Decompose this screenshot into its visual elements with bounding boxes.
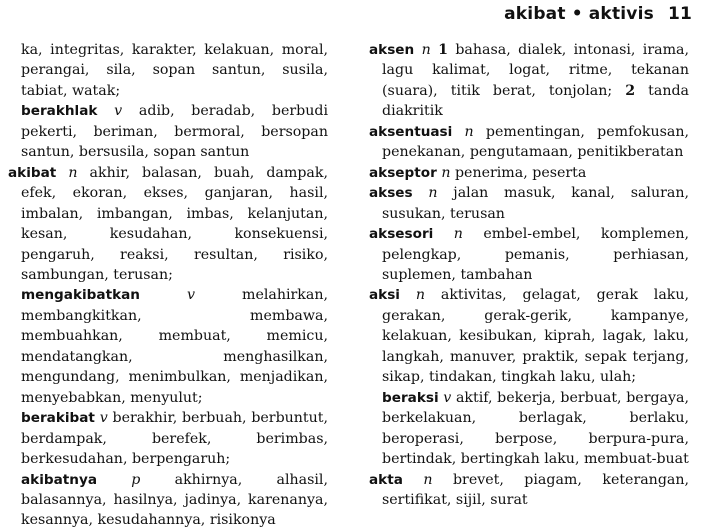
entry-text: pementingan, pemfokusan, penekanan, pengutamaan, penitikberatan bbox=[382, 123, 689, 161]
running-header bbox=[504, 4, 692, 24]
headword: beraksi bbox=[382, 389, 439, 406]
headword: akibatnya bbox=[21, 471, 97, 488]
part-of-speech: p bbox=[131, 471, 141, 488]
entry-text: akhirnya, alhasil, balasannya, hasilnya, jadinya, karenanya, kesannya, kesudahannya, risikonya bbox=[21, 471, 328, 529]
entry-text: akhir, balasan, buah, dampak, efek, ekoran, ekses, ganjaran, hasil, imbalan, imbangan, imbas, kelanjutan, kesan, kesudahan, konsekuensi, pengaruh, reaksi, resultan, risiko, sambungan, terusan; bbox=[21, 164, 328, 283]
headword: berakibat bbox=[21, 410, 95, 427]
header-first-word: akibat bbox=[504, 4, 566, 24]
part-of-speech: n bbox=[421, 42, 431, 58]
right-column bbox=[369, 40, 689, 510]
entry-text: ka, integritas, karakter, kelakuan, moral, perangai, sila, sopan santun, susila, tabiat, watak; bbox=[21, 42, 328, 99]
part-of-speech: n bbox=[464, 123, 474, 140]
part-of-speech: n bbox=[415, 287, 425, 304]
sub-entry-berakibat bbox=[8, 408, 328, 469]
part-of-speech: v bbox=[99, 410, 108, 427]
entry-aksen bbox=[369, 40, 689, 122]
part-of-speech: n bbox=[441, 164, 451, 181]
entry-text: bahasa, dialek, intonasi, irama, lagu kalimat, logat, ritme, tekanan (suara), titik berat, tonjolan; bbox=[382, 42, 689, 99]
page-number: 11 bbox=[667, 4, 692, 24]
entry-text: penerima, peserta bbox=[454, 164, 587, 181]
sub-entry-berakhlak bbox=[8, 101, 328, 162]
entry-text: brevet, piagam, keterangan, sertifikat, sijil, surat bbox=[382, 471, 690, 508]
part-of-speech: n bbox=[423, 471, 433, 488]
header-last-word: aktivis bbox=[588, 4, 654, 24]
entry-continuation bbox=[8, 40, 328, 101]
part-of-speech: v bbox=[114, 103, 123, 120]
part-of-speech: v bbox=[186, 287, 195, 304]
entry-akibat bbox=[8, 163, 328, 286]
part-of-speech: n bbox=[68, 164, 78, 181]
headword: berakhlak bbox=[21, 103, 98, 120]
entry-akta bbox=[369, 470, 689, 511]
headword: akta bbox=[369, 471, 403, 488]
entry-akses bbox=[369, 183, 689, 224]
entry-aksentuasi bbox=[369, 122, 689, 163]
headword: akibat bbox=[8, 164, 57, 181]
entry-text: melahirkan, membangkitkan, membawa, membuahkan, membuat, memicu, mendatangkan, menghasilkan, mengundang, menimbulkan, menjadikan, menyebabkan, menyulut; bbox=[21, 287, 328, 406]
entry-text: jalan masuk, kanal, saluran, susukan, terusan bbox=[382, 185, 689, 222]
sense-number: 1 bbox=[438, 42, 448, 58]
sub-entry-beraksi bbox=[369, 388, 689, 470]
headword: aksen bbox=[369, 42, 415, 58]
entry-text: aktivitas, gelagat, gerak laku, gerakan, gerak-gerik, kampanye, kelakuan, kesibukan, kiprah, lagak, laku, langkah, manuver, praktik, sepak terjang, sikap, tindakan, tingkah laku, ulah; bbox=[382, 287, 690, 386]
part-of-speech: v bbox=[443, 389, 452, 406]
sub-entry-akibatnya bbox=[8, 470, 328, 531]
headword: aksesori bbox=[369, 226, 434, 243]
entry-text: berakhir, berbuah, berbuntut, berdampak, berefek, berimbas, berkesudahan, berpengaruh; bbox=[21, 410, 328, 468]
entry-text: tanda diakritik bbox=[382, 82, 690, 120]
headword: aksi bbox=[369, 287, 400, 304]
header-separator: • bbox=[571, 4, 583, 24]
entry-text: adib, beradab, berbudi pekerti, beriman, bermoral, bersopan santun, bersusila, sopan santun bbox=[21, 103, 328, 161]
entry-akseptor bbox=[369, 163, 689, 183]
entry-aksesori bbox=[369, 224, 689, 285]
entry-aksi bbox=[369, 285, 689, 387]
entry-text: aktif, bekerja, berbuat, bergaya, berkelakuan, berlagak, berlaku, beroperasi, berpose, berpura-pura, bertindak, bertingkah laku, membuat-buat bbox=[382, 389, 689, 468]
headword: mengakibatkan bbox=[21, 287, 140, 304]
part-of-speech: n bbox=[453, 226, 463, 243]
headword: akses bbox=[369, 185, 413, 202]
headword: aksentuasi bbox=[369, 123, 453, 140]
sub-entry-mengakibatkan bbox=[8, 285, 328, 408]
part-of-speech: n bbox=[428, 185, 438, 202]
left-column bbox=[8, 40, 328, 531]
entry-text: embel-embel, komplemen, pelengkap, pemanis, perhiasan, suplemen, tambahan bbox=[382, 226, 690, 283]
sense-number: 2 bbox=[625, 82, 636, 99]
headword: akseptor bbox=[369, 164, 437, 181]
